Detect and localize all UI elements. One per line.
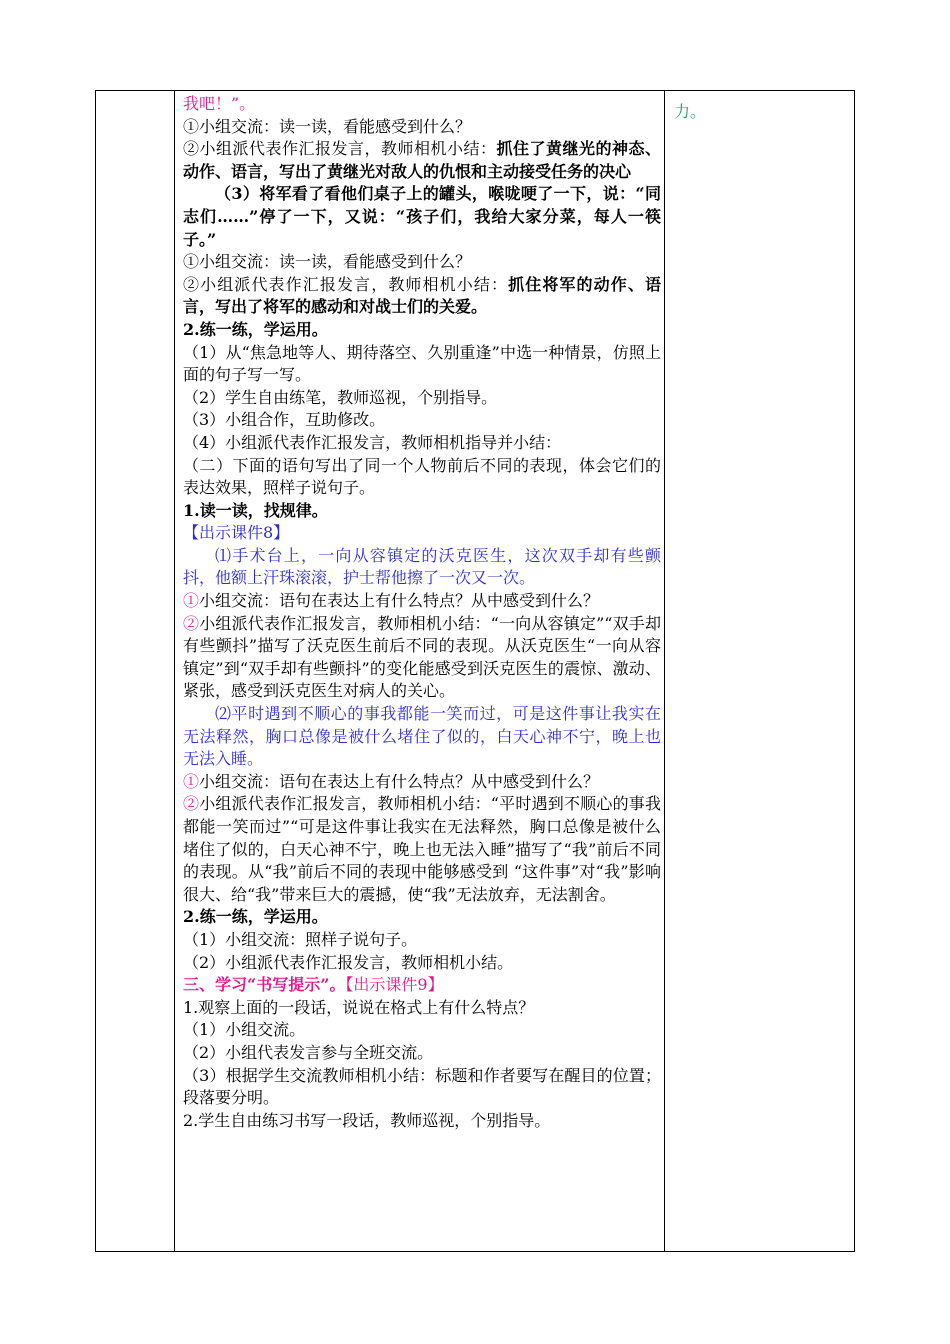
lesson-paragraph bbox=[183, 793, 661, 906]
lesson-paragraph: （2）小组代表发言参与全班交流。 bbox=[183, 1042, 434, 1062]
lesson-paragraph: 1.观察上面的一段话，说说在格式上有什么特点？ bbox=[183, 997, 535, 1017]
lesson-paragraph: （3）根据学生交流教师相机小结：标题和作者要写在醒目的位置；段落要分明。 bbox=[183, 1065, 661, 1108]
lesson-paragraph bbox=[183, 138, 661, 183]
column-divider-left bbox=[174, 91, 175, 1251]
lesson-paragraph: （3）小组合作，互助修改。 bbox=[183, 410, 386, 430]
lesson-paragraph: （4）小组派代表作汇报发言，教师相机指导并小结： bbox=[183, 432, 562, 452]
lesson-paragraph bbox=[183, 613, 661, 703]
lesson-paragraph: （2）学生自由练笔，教师巡视，个别指导。 bbox=[183, 387, 498, 407]
lesson-paragraph: 2.练一练，学运用。 bbox=[183, 319, 328, 339]
lesson-paragraph bbox=[183, 771, 661, 794]
lesson-paragraph: ①小组交流：读一读，看能感受到什么？ bbox=[183, 252, 472, 272]
paragraph-segment: 小组交流：语句在表达上有什么特点？从中感受到什么？ bbox=[199, 771, 600, 791]
lesson-paragraph: （2）小组派代表作汇报发言，教师相机小结。 bbox=[183, 952, 514, 972]
column-divider-right bbox=[664, 91, 665, 1251]
paragraph-segment: ② bbox=[183, 613, 200, 633]
teaching-process-column bbox=[183, 93, 661, 1132]
design-intent-text: 力。 bbox=[674, 102, 707, 121]
lesson-paragraph: （1）小组交流。 bbox=[183, 1020, 306, 1040]
lesson-paragraph: 2.练一练，学运用。 bbox=[183, 907, 328, 927]
lesson-paragraph: ⑵平时遇到不顺心的事我都能一笑而过，可是这件事让我实在无法释然，胸口总像是被什么堵住了似的，白天心神不宁，晚上也无法入睡。 bbox=[183, 704, 661, 769]
lesson-paragraph: 2.学生自由练习书写一段话，教师巡视，个别指导。 bbox=[183, 1110, 551, 1130]
design-intent-column bbox=[674, 101, 844, 123]
lesson-paragraph: （3）将军看了看他们桌子上的罐头，喉咙哽了一下，说：“同志们……”停了一下，又说：“孩子们，我给大家分菜，每人一筷子。” bbox=[183, 184, 661, 249]
lesson-paragraph: ①小组交流：读一读，看能感受到什么？ bbox=[183, 116, 472, 136]
lesson-paragraph bbox=[183, 974, 661, 997]
paragraph-segment: 小组派代表作汇报发言，教师相机小结：“一向从容镇定”“双手却有些颤抖”描写了沃克医生前后不同的表现。从沃克医生“一向从容镇定”到“双手却有些颤抖”的变化能感受到沃克医生的震惊、激动、紧张，感受到沃克医生对病人的关心。 bbox=[183, 613, 661, 701]
paragraph-segment: ① bbox=[183, 591, 200, 611]
paragraph-segment: 小组交流：语句在表达上有什么特点？从中感受到什么？ bbox=[199, 591, 600, 611]
lesson-paragraph bbox=[183, 274, 661, 319]
lesson-plan-table bbox=[95, 90, 855, 1252]
lesson-paragraph bbox=[183, 590, 661, 613]
lesson-paragraph: （1）从“焦急地等人、期待落空、久别重逢”中选一种情景，仿照上面的句子写一写。 bbox=[183, 342, 661, 385]
lesson-paragraph: 1.读一读，找规律。 bbox=[183, 500, 328, 520]
paragraph-segment: 小组派代表作汇报发言，教师相机小结：“平时遇到不顺心的事我都能一笑而过”“可是这件事让我实在无法释然，胸口总像是被什么堵住了似的，白天心神不宁，晚上也无法入睡”描写了“我”前后不同的表现。从“我”前后不同的表现中能够感受到 “这件事”对“我”影响很大、给“我”带来巨大的震撼，使“我”无法放弃，无法割舍。 bbox=[183, 794, 661, 904]
lesson-paragraph: 【出示课件8】 bbox=[183, 523, 290, 543]
paragraph-segment: ②小组派代表作汇报发言，教师相机小结： bbox=[183, 274, 509, 294]
lesson-paragraph: （二）下面的语句写出了同一个人物前后不同的表现，体会它们的表达效果，照样子说句子。 bbox=[183, 455, 661, 498]
paragraph-segment: ② bbox=[183, 794, 200, 814]
lesson-paragraph: （1）小组交流：照样子说句子。 bbox=[183, 929, 418, 949]
paragraph-segment: 抓住了黄继光的神态、动作、语言，写出了黄继光对敌人的仇恨和主动接受任务的决心 bbox=[183, 139, 661, 181]
paragraph-segment: 【出示课件9】 bbox=[345, 975, 444, 995]
lesson-paragraph: 我吧！”。 bbox=[183, 94, 256, 113]
paragraph-segment: 抓住将军的动作、语言，写出了将军的感动和对战士们的关爱。 bbox=[183, 274, 661, 317]
paragraph-segment: ① bbox=[183, 771, 200, 791]
lesson-paragraph: ⑴手术台上，一向从容镇定的沃克医生，这次双手却有些颤抖，他额上汗珠滚滚，护士帮他擦了一次又一次。 bbox=[183, 545, 661, 588]
paragraph-segment: ②小组派代表作汇报发言，教师相机小结： bbox=[183, 139, 497, 159]
paragraph-segment: 三、学习“书写提示”。 bbox=[183, 975, 346, 995]
